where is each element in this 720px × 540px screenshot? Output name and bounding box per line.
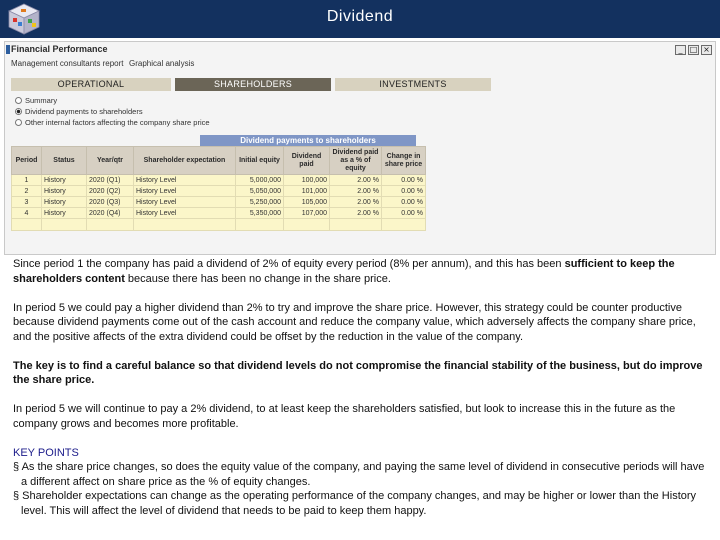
cell-initial-equity: 5,250,000 [236, 197, 284, 208]
option-summary[interactable] [15, 96, 57, 106]
paragraph-emphasis: sufficient to keep the shareholders content [13, 258, 675, 285]
paragraph-1 [13, 257, 707, 286]
option-label: Summary [25, 96, 58, 105]
cell-expectation: History Level [134, 186, 236, 197]
radio-selected-icon[interactable] [15, 108, 22, 115]
cell-status: History [42, 186, 87, 197]
maximize-button[interactable]: □ [689, 45, 698, 54]
option-label: Dividend payments to shareholders [25, 107, 143, 116]
cell-dividend-pct: 2.00 % [330, 208, 382, 219]
cell-year-qtr: 2020 (Q1) [87, 175, 134, 186]
window-title: Financial Performance [11, 44, 108, 54]
cell-year-qtr: 2020 (Q2) [87, 186, 134, 197]
table-caption: Dividend payments to shareholders [200, 135, 416, 146]
cell-initial-equity: 5,000,000 [236, 175, 284, 186]
cell-year-qtr: 2020 (Q4) [87, 208, 134, 219]
menu-management-report[interactable]: Management consultants report [11, 59, 124, 68]
cell-dividend-pct: 2.00 % [330, 175, 382, 186]
option-label: Other internal factors affecting the company share price [25, 118, 210, 127]
table-row [12, 186, 426, 197]
cell-expectation: History Level [134, 175, 236, 186]
menu-bar [5, 58, 715, 70]
cell-initial-equity: 5,050,000 [236, 186, 284, 197]
paragraph-text: Since period 1 the company has paid a dividend of 2% of equity every period (8% per annum), and this has been [13, 258, 565, 270]
cell-share-price-change: 0.00 % [382, 186, 426, 197]
cell-status: History [42, 175, 87, 186]
tab-shareholders[interactable]: SHAREHOLDERS [175, 78, 331, 91]
cell-status: History [42, 208, 87, 219]
column-header: Status [42, 147, 87, 175]
option-dividend-payments[interactable] [15, 107, 143, 117]
cell-dividend-paid: 105,000 [284, 197, 330, 208]
minimize-button[interactable]: _ [675, 45, 686, 55]
key-points-title: KEY POINTS [13, 446, 79, 459]
window-titlebar [5, 42, 715, 58]
column-header: Dividend paid [284, 147, 330, 175]
key-point-1: § As the share price changes, so does the equity value of the company, and paying the same level of dividend in consecutive periods will have a different affect on share price as the % of equity changes. [13, 461, 705, 488]
cell-year-qtr: 2020 (Q3) [87, 197, 134, 208]
tab-operational[interactable]: OPERATIONAL [11, 78, 171, 91]
table-row [12, 197, 426, 208]
paragraph-2: In period 5 we could pay a higher dividend than 2% to try and improve the share price. However, this strategy could be counter productive because dividend payments come out of the cash account and reduce the company value, which adversely affects the company share price, and the positive affects of the extra dividend could be offset by the reduction in the value of the company. [13, 301, 696, 343]
cell-expectation: History Level [134, 197, 236, 208]
column-header: Dividend paid as a % of equity [330, 147, 382, 175]
slide-header [0, 0, 720, 38]
slide-title: Dividend [326, 8, 394, 25]
paragraph-4: In period 5 we will continue to pay a 2% dividend, to at least keep the shareholders satisfied, but look to increase this in the future as the company grows and becomes more profitable. [13, 403, 676, 430]
cell-period: 2 [12, 186, 42, 197]
menu-graphical-analysis[interactable]: Graphical analysis [129, 59, 195, 68]
cell-dividend-pct: 2.00 % [330, 186, 382, 197]
cell-dividend-paid: 107,000 [284, 208, 330, 219]
cell-share-price-change: 0.00 % [382, 175, 426, 186]
column-header: Change in share price [382, 147, 426, 175]
column-header: Initial equity [236, 147, 284, 175]
cell-share-price-change: 0.00 % [382, 197, 426, 208]
cell-dividend-pct: 2.00 % [330, 197, 382, 208]
cell-expectation: History Level [134, 208, 236, 219]
option-other-factors[interactable] [15, 118, 210, 128]
cell-period: 1 [12, 175, 42, 186]
key-point-2: § Shareholder expectations can change as the operating performance of the company changes, and may be higher or lower than the History level. This will affect the level of dividend that needs to be paid to keep them happy. [13, 490, 697, 517]
cell-period: 3 [12, 197, 42, 208]
cell-period: 4 [12, 208, 42, 219]
cell-status: History [42, 197, 87, 208]
column-header: Shareholder expectation [134, 147, 236, 175]
dividend-table [11, 146, 426, 231]
paragraph-text: because there has been no change in the share price. [124, 272, 391, 285]
paragraph-3 [13, 359, 707, 388]
radio-icon[interactable] [15, 119, 22, 126]
cell-initial-equity: 5,350,000 [236, 208, 284, 219]
tab-investments[interactable]: INVESTMENTS [335, 78, 491, 91]
app-icon [6, 45, 10, 54]
cell-dividend-paid: 100,000 [284, 175, 330, 186]
table-row [12, 175, 426, 186]
paragraph-emphasis: The key is to find a careful balance so that dividend levels do not compromise the financial stability of the business, but do improve the share price. [13, 359, 703, 386]
explanation-text [13, 257, 707, 518]
cell-dividend-paid: 101,000 [284, 186, 330, 197]
close-button[interactable]: × [701, 45, 712, 55]
application-window [4, 41, 716, 255]
table-row [12, 208, 426, 219]
column-header: Year/qtr [87, 147, 134, 175]
radio-icon[interactable] [15, 97, 22, 104]
table-row-empty [12, 219, 426, 231]
column-header: Period [12, 147, 42, 175]
cell-share-price-change: 0.00 % [382, 208, 426, 219]
